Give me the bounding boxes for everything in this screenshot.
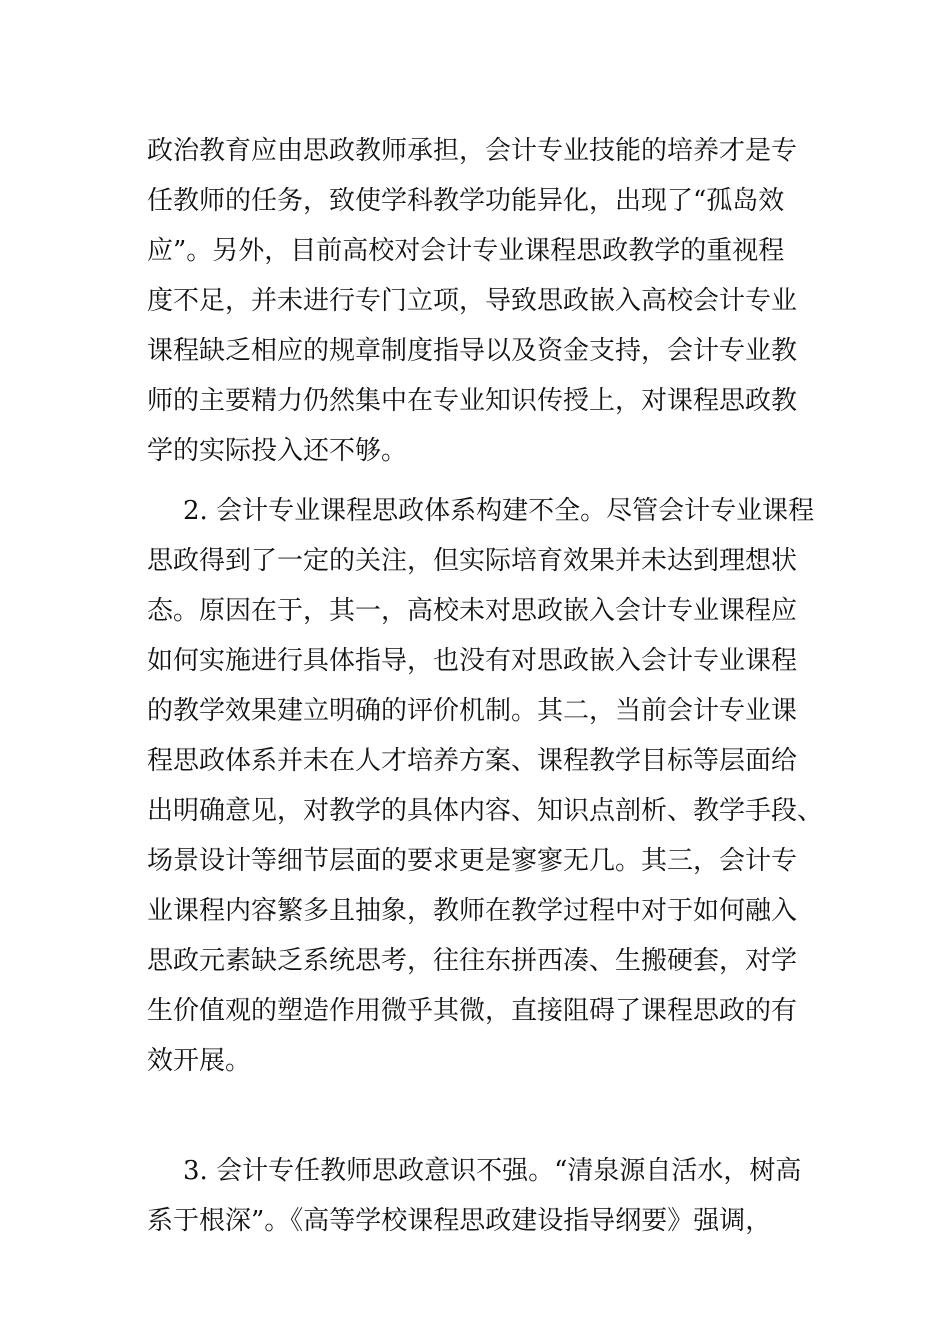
text-line (147, 1086, 807, 1136)
text-line: 场景设计等细节层面的要求更是寥寥无几。其三，会计专 (147, 846, 798, 876)
text-line: 课程缺乏相应的规章制度指导以及资金支持，会计专业教 (147, 336, 798, 366)
text-line: 3. 会计专任教师思政意识不强。“清泉源自活水，树高 (183, 1156, 802, 1186)
text-line: 度不足，并未进行专门立项，导致思政嵌入高校会计专业 (147, 286, 798, 316)
text-line: 出明确意见，对教学的具体内容、知识点剖析、教学手段、 (147, 796, 824, 826)
text-line: 思政元素缺乏系统思考，往往东拼西凑、生搬硬套，对学 (147, 946, 798, 976)
text-line: 效开展。 (147, 1046, 252, 1076)
text-line: 2. 会计专业课程思政体系构建不全。尽管会计专业课程 (183, 496, 815, 526)
text-line: 政治教育应由思政教师承担，会计专业技能的培养才是专 (147, 136, 798, 166)
text-line: 师的主要精力仍然集中在专业知识传授上，对课程思政教 (147, 386, 798, 416)
paragraph-2 (147, 486, 824, 1136)
text-line: 学的实际投入还不够。 (147, 436, 408, 466)
text-line: 如何实施进行具体指导，也没有对思政嵌入会计专业课程 (147, 646, 798, 676)
paragraph-3 (147, 1146, 807, 1246)
text-line: 系于根深”。《高等学校课程思政建设指导纲要》强调， (147, 1206, 772, 1236)
text-line: 应”。另外，目前高校对会计专业课程思政教学的重视程 (147, 236, 785, 266)
text-line: 态。原因在于，其一，高校未对思政嵌入会计专业课程应 (147, 596, 798, 626)
text-line: 任教师的任务，致使学科教学功能异化，出现了“孤岛效 (147, 186, 785, 216)
text-line: 业课程内容繁多且抽象，教师在教学过程中对于如何融入 (147, 896, 798, 926)
body-text (147, 126, 824, 1256)
text-line: 生价值观的塑造作用微乎其微，直接阻碍了课程思政的有 (147, 996, 798, 1026)
paragraph-1 (147, 126, 807, 476)
text-line: 的教学效果建立明确的评价机制。其二，当前会计专业课 (147, 696, 798, 726)
text-line: 思政得到了一定的关注，但实际培育效果并未达到理想状 (147, 546, 798, 576)
text-line: 程思政体系并未在人才培养方案、课程教学目标等层面给 (147, 746, 798, 776)
